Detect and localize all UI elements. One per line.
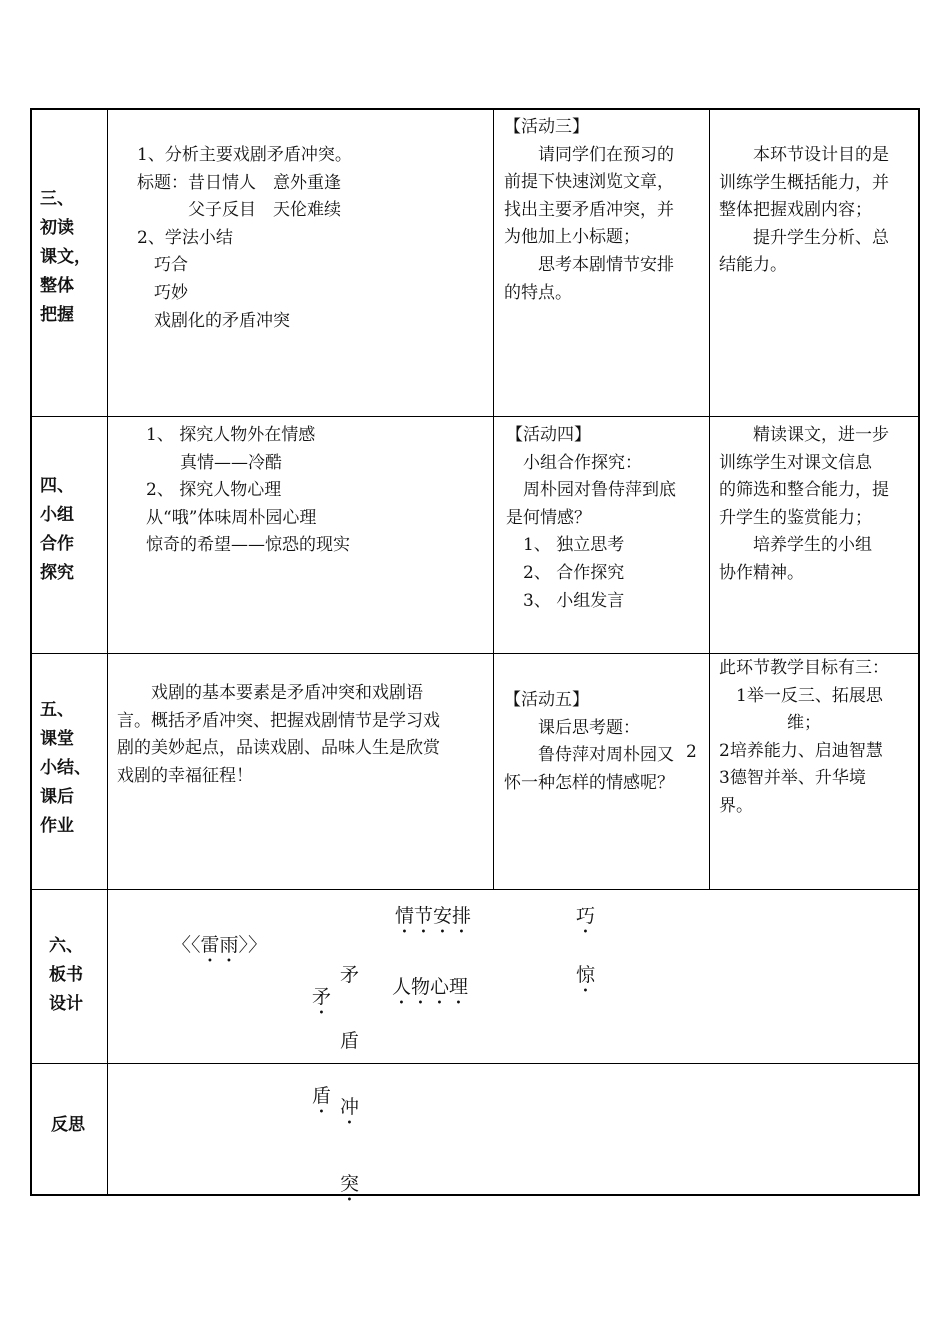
content-cell: 1、 探究人物外在情感 真情——冷酷 2、 探究人物心理 从“哦”体味周朴园心理 惊奇的希望——惊恐的现实 [146,425,350,556]
table-border-top [30,108,920,110]
content-cell: 戏剧的基本要素是矛盾冲突和戏剧语 言。概括矛盾冲突、把握戏剧情节是学习戏 剧的美妙起点，品读戏剧、品味人生是欣赏 戏剧的幸福征程！ [117,683,440,786]
column-divider [709,108,710,890]
stray-mark: 2 [686,742,697,762]
purpose-cell: 此环节教学目标有三： 1举一反三、拓展思 维； 2培养能力、启迪智慧 3德智并举、升华境 界。 [719,658,889,816]
board-title: 〈〈雷雨〉〉 [172,934,268,956]
section-label-five: 五、 课堂 小结、 课后 作业 [40,700,91,836]
row-divider [30,889,920,890]
purpose-cell: 精读课文，进一步 训练学生对课文信息 的筛选和整合能力，提 升学生的鉴赏能力； 培养学生的小组 协作精神。 [719,425,889,583]
board-conflict-small: 矛 盾 [312,986,332,1107]
board-psychology: 人物心理 [392,976,469,998]
section-label-three: 三、 初读 课文， 整体 把握 [40,189,91,325]
board-qiao: 巧 [576,905,596,927]
column-divider [107,108,108,1196]
section-label-six: 六、 板书 设计 [49,936,83,1014]
table-border-bottom [30,1194,920,1196]
table-border-left [30,108,32,1196]
row-divider [30,653,920,654]
activity-cell: 【活动五】 课后思考题： 鲁侍萍对周朴园又 怀一种怎样的情感呢？ [504,690,674,793]
board-conflict-vertical: 矛 盾 冲 突 [340,964,360,1195]
board-jing: 惊 [576,964,596,986]
column-divider [493,108,494,890]
content-cell: 1、分析主要戏剧矛盾冲突。 标题：昔日情人 意外重逢 父子反目 天伦难续 2、学法小结 巧合 巧妙 戏剧化的矛盾冲突 [137,145,352,331]
section-label-four: 四、 小组 合作 探究 [40,476,74,583]
board-plot: 情节安排 [395,905,472,927]
table-border-right [918,108,920,1196]
activity-cell: 【活动四】 小组合作探究： 周朴园对鲁侍萍到底 是何情感？ 1、 独立思考 2、 合作探究 3、 小组发言 [506,425,676,611]
activity-cell: 【活动三】 请同学们在预习的 前提下快速浏览文章， 找出主要矛盾冲突，并 为他加上小标题； 思考本剧情节安排 的特点。 [504,117,674,303]
row-divider [30,1063,920,1064]
row-divider [30,416,920,417]
section-label-reflection: 反思 [51,1115,85,1135]
purpose-cell: 本环节设计目的是 训练学生概括能力，并 整体把握戏剧内容； 提升学生分析、总 结能力。 [719,145,889,276]
